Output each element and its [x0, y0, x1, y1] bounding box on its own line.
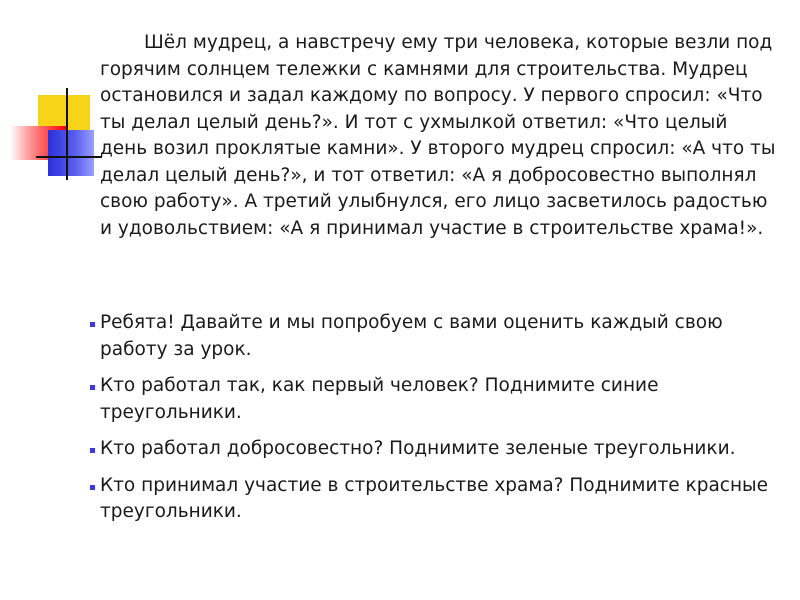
list-item: [90, 473, 790, 526]
bullet-square-icon: [90, 322, 95, 327]
bullet-list: [90, 310, 790, 536]
blue-square: [48, 130, 94, 176]
list-item: [90, 310, 790, 363]
story-text: Шёл мудрец, а навстречу ему три человека, которые везли под горячим солнцем тележки с камнями для строительства. Мудрец остановился и задал каждому по вопросу. У первого спросил: «Что ты делал целый день?». И тот с ухмылкой ответил: «Что целый день возил проклятые камни». У второго мудрец спросил: «А что ты делал целый день?», и тот ответил: «А я добросовестно выполнял свою работу». А третий улыбнулся, его лицо засветилось радостью и удовольствием: «А я принимал участие в строительстве храма!».: [100, 32, 776, 239]
horizontal-line: [36, 156, 102, 158]
vertical-line: [66, 88, 68, 180]
list-item: [90, 373, 790, 426]
bullet-square-icon: [90, 485, 95, 490]
bullet-text: Кто принимал участие в строительстве храма? Поднимите красные треугольники.: [100, 474, 769, 522]
bullet-text: Ребята! Давайте и мы попробуем с вами оценить каждый свою работу за урок.: [100, 312, 723, 360]
bullet-text: Кто работал так, как первый человек? Поднимите синие треугольники.: [100, 375, 659, 423]
list-item: [90, 436, 790, 463]
bullet-square-icon: [90, 385, 95, 390]
story-paragraph: [100, 30, 780, 242]
bullet-text: Кто работал добросовестно? Поднимите зеленые треугольники.: [100, 438, 736, 459]
bullet-square-icon: [90, 448, 95, 453]
